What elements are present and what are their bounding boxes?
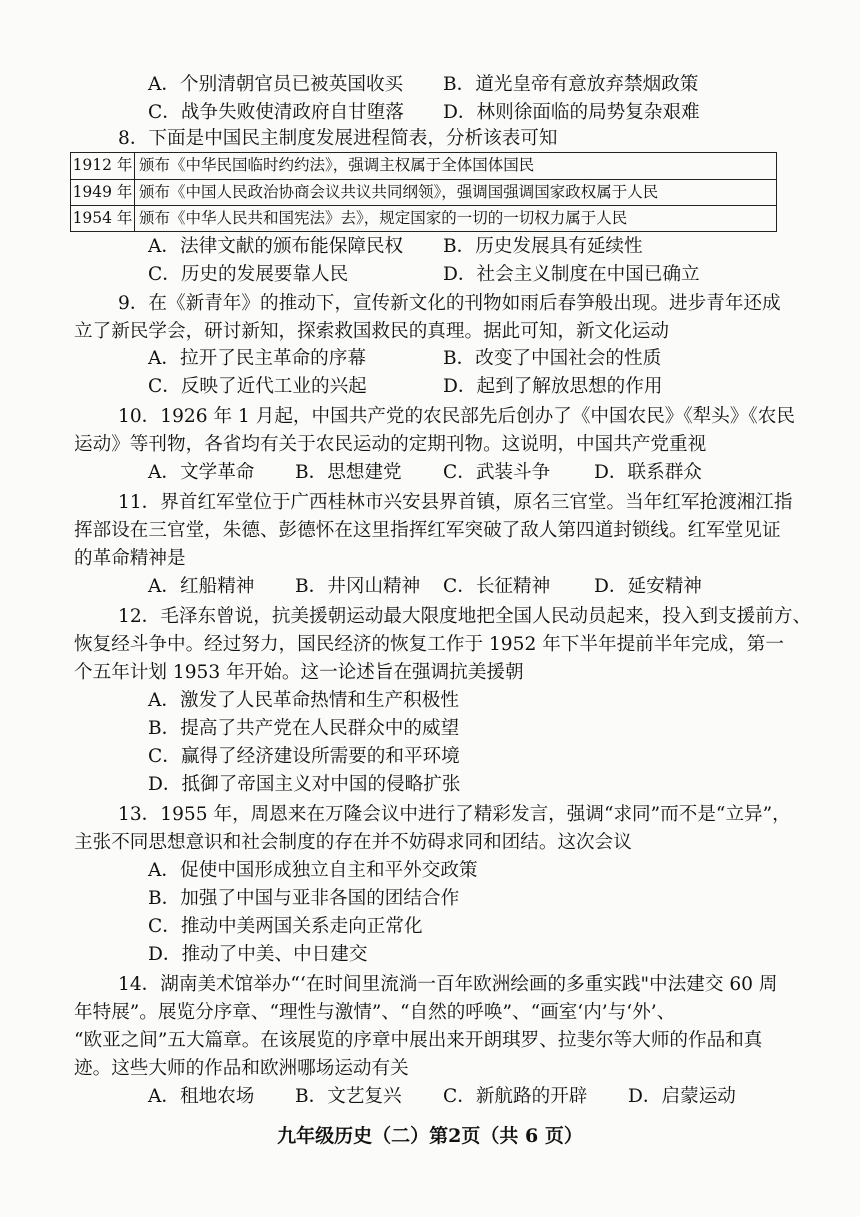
q7-option-d: D．林则徐面临的局势复杂艰难 bbox=[443, 102, 700, 123]
q7-option-c: C．战争失败使清政府自甘堕落 bbox=[148, 102, 404, 123]
q9-stem-line1: 9．在《新青年》的推动下，宣传新文化的刊物如雨后春笋般出现。进步青年还成 bbox=[118, 293, 781, 314]
q7-option-b: B．道光皇帝有意放弃禁烟政策 bbox=[443, 74, 699, 95]
q10-option-d: D．联系群众 bbox=[594, 462, 702, 483]
q8-stem: 8．下面是中国民主制度发展进程简表，分析该表可知 bbox=[118, 128, 558, 149]
q8-option-a: A．法律文献的颁布能保障民权 bbox=[148, 236, 404, 257]
q10-stem-line2: 运动》等刊物，各省均有关于农民运动的定期刊物。这说明，中国共产党重视 bbox=[74, 434, 707, 455]
q7-option-a: A．个别清朝官员已被英国收买 bbox=[148, 74, 404, 95]
q12-stem-line1: 12．毛泽东曾说，抗美援朝运动最大限度地把全国人民动员起来，投入到支援前方、 bbox=[118, 606, 812, 627]
q11-option-c: C．长征精神 bbox=[443, 576, 551, 597]
q13-option-c: C．推动中美两国关系走向正常化 bbox=[148, 916, 423, 937]
q14-stem-line2: 年特展”。展览分序章、“理性与激情”、“自然的呼唤”、“画室‘内’与‘外’、 bbox=[74, 1002, 676, 1023]
q12-stem-line2: 恢复经斗争中。经过努力，国民经济的恢复工作于 1952 年下半年提前半年完成，第一 bbox=[74, 634, 784, 655]
q13-stem-line1: 13．1955 年，周恩来在万隆会议中进行了精彩发言，强调“求同”而不是“立异”， bbox=[118, 804, 791, 825]
table-cell-desc: 颁布《中华民国临时约约法》，强调主权属于全体国体国民 bbox=[139, 156, 535, 174]
q12-stem-line3: 个五年计划 1953 年开始。这一论述旨在强调抗美援朝 bbox=[74, 662, 524, 683]
table-cell-desc: 颁布《中华人民共和国宪法》去》，规定国家的一切的一切权力属于人民 bbox=[139, 209, 628, 227]
q10-option-c: C．武装斗争 bbox=[443, 462, 551, 483]
q13-stem-line2: 主张不同思想意识和社会制度的存在并不妨碍求同和团结。这次会议 bbox=[74, 832, 632, 853]
q14-stem-line3: “欧亚之间”五大篇章。在该展览的序章中展出来开朗琪罗、拉斐尔等大师的作品和真 bbox=[74, 1030, 763, 1051]
q9-option-c: C．反映了近代工业的兴起 bbox=[148, 376, 367, 397]
q11-stem-line3: 的革命精神是 bbox=[74, 548, 186, 569]
table-cell-desc: 颁布《中国人民政治协商会议共议共同纲领》，强调国强调国家政权属于人民 bbox=[139, 183, 659, 201]
table-row bbox=[71, 205, 776, 231]
q13-option-b: B．加强了中国与亚非各国的团结合作 bbox=[148, 888, 460, 909]
q8-table bbox=[70, 152, 777, 232]
page-footer: 九年级历史（二）第2页（共 6 页） bbox=[277, 1125, 583, 1147]
q11-stem-line1: 11．界首红军堂位于广西桂林市兴安县界首镇，原名三官堂。当年红军抢渡湘江指 bbox=[118, 492, 793, 513]
q9-stem-line2: 立了新民学会，研讨新知，探索救国救民的真理。据此可知，新文化运动 bbox=[74, 321, 670, 342]
q10-option-b: B．思想建党 bbox=[295, 462, 402, 483]
q12-option-a: A．激发了人民革命热情和生产积极性 bbox=[148, 690, 459, 711]
q11-option-a: A．红船精神 bbox=[148, 576, 255, 597]
q9-option-a: A．拉开了民主革命的序幕 bbox=[148, 348, 366, 369]
table-cell-year: 1954 年 bbox=[71, 206, 135, 231]
q8-option-c: C．历史的发展要靠人民 bbox=[148, 264, 349, 285]
q8-option-d: D．社会主义制度在中国已确立 bbox=[443, 264, 700, 285]
q10-option-a: A．文学革命 bbox=[148, 462, 255, 483]
q13-option-d: D．推动了中美、中日建交 bbox=[148, 944, 368, 965]
q11-option-b: B．井冈山精神 bbox=[295, 576, 421, 597]
q14-option-d: D．启蒙运动 bbox=[628, 1086, 736, 1107]
q14-stem-line1: 14．湖南美术馆举办“‘在时间里流淌一百年欧洲绘画的多重实践"中法建交 60 周 bbox=[118, 974, 778, 995]
q14-option-c: C．新航路的开辟 bbox=[443, 1086, 588, 1107]
q12-option-b: B．提高了共产党在人民群众中的威望 bbox=[148, 718, 460, 739]
q14-option-a: A．租地农场 bbox=[148, 1086, 255, 1107]
table-row bbox=[71, 153, 776, 179]
q12-option-d: D．抵御了帝国主义对中国的侵略扩张 bbox=[148, 774, 461, 795]
q12-option-c: C．赢得了经济建设所需要的和平环境 bbox=[148, 746, 460, 767]
q11-option-d: D．延安精神 bbox=[594, 576, 702, 597]
table-row bbox=[71, 179, 776, 205]
q11-stem-line2: 挥部设在三官堂，朱德、彭德怀在这里指挥红军突破了敌人第四道封锁线。红军堂见证 bbox=[74, 520, 781, 541]
q9-option-d: D．起到了解放思想的作用 bbox=[443, 376, 663, 397]
q14-option-b: B．文艺复兴 bbox=[295, 1086, 402, 1107]
table-cell-year: 1912 年 bbox=[71, 153, 135, 179]
q9-option-b: B．改变了中国社会的性质 bbox=[443, 348, 662, 369]
q10-stem-line1: 10．1926 年 1 月起，中国共产党的农民部先后创办了《中国农民》《犁头》《农民 bbox=[118, 406, 795, 427]
table-cell-year: 1949 年 bbox=[71, 180, 135, 205]
q8-option-b: B．历史发展具有延续性 bbox=[443, 236, 643, 257]
q13-option-a: A．促使中国形成独立自主和平外交政策 bbox=[148, 860, 478, 881]
q14-stem-line4: 迹。这些大师的作品和欧洲哪场运动有关 bbox=[74, 1058, 409, 1079]
